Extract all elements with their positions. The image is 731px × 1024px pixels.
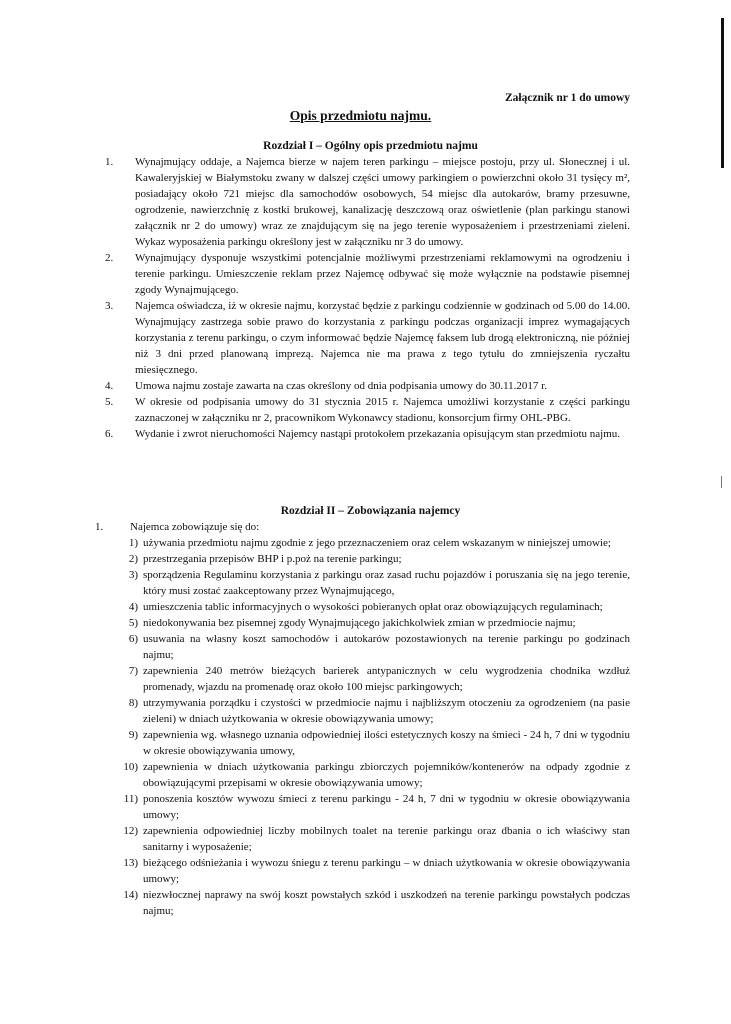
obligation-number: 6) xyxy=(128,633,138,645)
section2-heading-text: Rozdział II – Zobowiązania najemcy xyxy=(280,505,461,517)
obligation-number: 1) xyxy=(128,537,138,549)
section1-item xyxy=(105,426,630,442)
section2-list xyxy=(95,519,630,919)
item-text: Umowa najmu zostaje zawarta na czas określony od dnia podpisania umowy do 30.11.2017 r. xyxy=(135,380,547,392)
item-number: 4. xyxy=(105,380,114,392)
obligation-number: 5) xyxy=(128,617,138,629)
obligation-text: zapewnienia 240 metrów bieżących barierek antypanicznych w celu wygrodzenia chodnika wzdłuż promenady, wjazdu na promenadę oraz około 100 miejsc parkingowych; xyxy=(143,665,630,693)
item-number: 5. xyxy=(105,396,114,408)
obligation-item xyxy=(105,567,630,599)
obligation-text: usuwania na własny koszt samochodów i autokarów pozostawionych na terenie parkingu po godzinach najmu; xyxy=(143,633,630,661)
obligation-text: niedokonywania bez pisemnej zgody Wynajmującego jakichkolwiek zmian w przedmiocie najmu; xyxy=(143,617,576,629)
obligation-text: zapewnienia wg. własnego uznania odpowiedniej ilości estetycznych koszy na śmieci - 24 h, 7 dni w tygodniu w okresie obowiązywania umowy, xyxy=(143,729,630,757)
obligation-number: 9) xyxy=(128,729,138,741)
page-title-text: Opis przedmiotu najmu. xyxy=(289,108,432,123)
page-title xyxy=(0,108,731,124)
obligation-item xyxy=(105,727,630,759)
obligation-item xyxy=(105,695,630,727)
obligation-item xyxy=(105,759,630,791)
obligation-number: 14) xyxy=(123,889,138,901)
item-text: Wynajmujący dysponuje wszystkimi potencjalnie możliwymi przestrzeniami reklamowymi na ogrodzeniu i terenie parkingu. Umieszczenie reklam przez Najemcę odbywać się może wyłącznie na podstawie pisemnej zgody Wynajmującego. xyxy=(135,252,630,296)
intro-number: 1. xyxy=(95,521,104,533)
obligation-item xyxy=(105,535,630,551)
section1-list xyxy=(105,154,630,442)
obligation-number: 11) xyxy=(123,793,138,805)
obligation-number: 7) xyxy=(128,665,138,677)
item-number: 3. xyxy=(105,300,114,312)
item-text: W okresie od podpisania umowy do 31 stycznia 2015 r. Najemca umożliwi korzystanie z części parkingu zaznaczonej w załączniku nr 2, pracownikom Wykonawcy stadionu, konsorcjum firmy OHL-PBG. xyxy=(135,396,630,424)
section1-item xyxy=(105,298,630,378)
item-text: Najemca oświadcza, iż w okresie najmu, korzystać będzie z parkingu codziennie w godzinach od 5.00 do 14.00. Wynajmujący zastrzega sobie prawo do korzystania z parkingu podczas organizacji imprez wymagających korzystania z terenu parkingu, o czym informować będzie Najemcę faksem lub drogą elektroniczną, nie później niż 3 dni przed planowaną imprezą. Najemca nie ma prawa z tego tytułu do zmniejszenia ryczałtu miesięcznego. xyxy=(135,300,630,376)
intro-text: Najemca zobowiązuje się do: xyxy=(130,521,260,533)
section1-item xyxy=(105,378,630,394)
section1-heading xyxy=(0,138,731,154)
obligation-number: 8) xyxy=(128,697,138,709)
obligation-number: 12) xyxy=(123,825,138,837)
item-text: Wynajmujący oddaje, a Najemca bierze w najem teren parkingu – miejsce postoju, przy ul. Słonecznej i ul. Kawaleryjskiej w Białymstoku zwany w dalszej części umowy parkingiem o powierzchni około 31 tysięcy m², posiadający około 721 miejsc dla samochodów osobowych, 54 miejsc dla autokarów, bramy przesuwne, ogrodzenie, nawierzchnię z kostki brukowej, kanalizację deszczową oraz oświetlenie (plan parkingu stanowi załącznik nr 2 do umowy) wraz ze znajdującym się na jego terenie wyposażeniem i przestrzeniami zieleni. Wykaz wyposażenia parkingu określony jest w załączniku nr 3 do umowy. xyxy=(135,156,630,248)
scan-edge-mark xyxy=(721,476,722,488)
obligation-text: przestrzegania przepisów BHP i p.poż na terenie parkingu; xyxy=(143,553,402,565)
obligation-number: 3) xyxy=(128,569,138,581)
obligation-text: niezwłocznej naprawy na swój koszt powstałych szkód i uszkodzeń na terenie parkingu powstałych podczas najmu; xyxy=(143,889,630,917)
section1-heading-text: Rozdział I – Ogólny opis przedmiotu najmu xyxy=(263,140,478,152)
item-text: Wydanie i zwrot nieruchomości Najemcy nastąpi protokołem przekazania opisującym stan przedmiotu najmu. xyxy=(135,428,621,440)
section2-intro xyxy=(95,519,630,535)
obligation-item xyxy=(105,615,630,631)
obligation-text: umieszczenia tablic informacyjnych o wysokości pobieranych opłat oraz obowiązujących regulaminach; xyxy=(143,601,603,613)
obligation-number: 4) xyxy=(128,601,138,613)
obligation-item xyxy=(105,551,630,567)
obligation-item xyxy=(105,599,630,615)
obligation-text: utrzymywania porządku i czystości w przedmiocie najmu i najbliższym otoczeniu za ogrodzeniem (na pasie zieleni) w dniach użytkowania w okresie obowiązywania umowy; xyxy=(143,697,630,725)
obligation-text: bieżącego odśnieżania i wywozu śniegu z terenu parkingu – w dniach użytkowania w okresie obowiązywania umowy; xyxy=(143,857,630,885)
obligation-text: ponoszenia kosztów wywozu śmieci z terenu parkingu - 24 h, 7 dni w tygodniu w okresie obowiązywania umowy; xyxy=(143,793,630,821)
obligation-text: zapewnienia odpowiedniej liczby mobilnych toalet na terenie parkingu oraz dbania o ich właściwy stan sanitarny i wyposażenie; xyxy=(143,825,630,853)
obligation-text: sporządzenia Regulaminu korzystania z parkingu oraz zasad ruchu pojazdów i poruszania się na jego terenie, który musi zostać zaakceptowany przez Wynajmującego, xyxy=(143,569,630,597)
item-number: 2. xyxy=(105,252,114,264)
obligation-number: 2) xyxy=(128,553,138,565)
obligation-text: zapewnienia w dniach użytkowania parkingu zbiorczych pojemników/kontenerów na odpady zgodnie z obowiązującymi przepisami w okresie obowiązywania umowy; xyxy=(143,761,630,789)
obligation-text: używania przedmiotu najmu zgodnie z jego przeznaczeniem oraz celem wskazanym w niniejszej umowie; xyxy=(143,537,611,549)
item-number: 1. xyxy=(105,156,114,168)
attachment-label: Załącznik nr 1 do umowy xyxy=(504,92,630,104)
obligation-number: 10) xyxy=(123,761,138,773)
obligation-item xyxy=(105,631,630,663)
section1-item xyxy=(105,394,630,426)
obligation-item xyxy=(105,855,630,887)
section1-item xyxy=(105,154,630,250)
obligation-item xyxy=(105,823,630,855)
obligation-number: 13) xyxy=(123,857,138,869)
item-number: 6. xyxy=(105,428,114,440)
section1-item xyxy=(105,250,630,298)
obligation-item xyxy=(105,791,630,823)
obligation-item xyxy=(105,887,630,919)
section2-heading xyxy=(0,503,731,519)
obligation-item xyxy=(105,663,630,695)
